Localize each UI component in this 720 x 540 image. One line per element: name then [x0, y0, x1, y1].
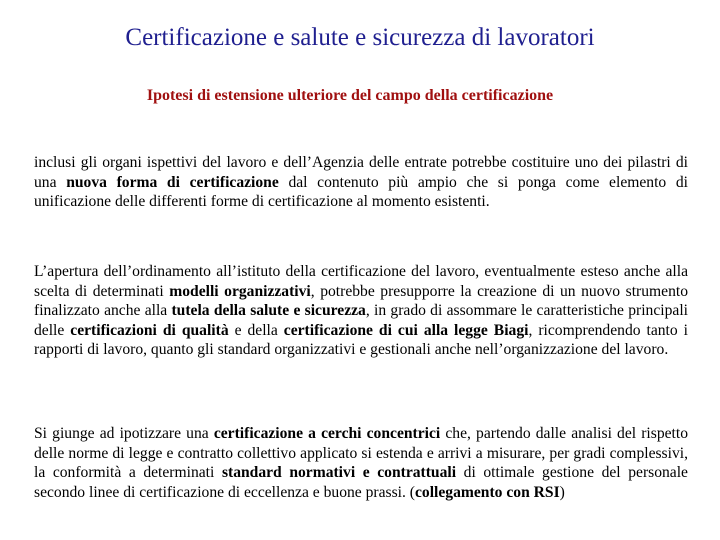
- paragraph-text: L’apertura dell’ordinamento all’istituto della certificazione del lavoro, eventualmente esteso anche alla scelta di determinati: [34, 263, 688, 300]
- paragraph-text: inclusi gli organi ispettivi del lavoro e dell’Agenzia delle entrate potrebbe costituire uno dei pilastri di una: [34, 154, 688, 191]
- paragraph-text: Si giunge ad ipotizzare una: [34, 425, 214, 442]
- slide-title: Certificazione e salute e sicurezza di lavoratori: [125, 24, 595, 51]
- paragraph-emphasis: standard normativi e contrattuali: [221, 464, 457, 482]
- paragraph-text: e della: [228, 321, 284, 339]
- paragraph-text: , ricomprendendo tanto i rapporti di lavoro, quanto gli standard organizzativi e gestionali anche nell’organizzazione del lavoro.: [34, 321, 688, 359]
- paragraph-text: , in grado di assommare le caratteristiche principali delle: [34, 302, 688, 339]
- paragraph-emphasis: certificazioni di qualità: [70, 321, 229, 339]
- paragraph-emphasis: nuova forma di certificazione: [66, 173, 279, 191]
- paragraph-emphasis: certificazione di cui alla legge Biagi: [283, 321, 529, 339]
- paragraph-text: che, partendo dalle analisi del rispetto delle norme di legge e contratto collettivo applicato si estenda e arrivi a misurare, per gradi complessivi, la conformità a determinati: [34, 425, 689, 482]
- paragraph-emphasis: tutela della salute e sicurezza: [171, 302, 366, 320]
- paragraph-inclusi: [34, 153, 688, 212]
- paragraph-text: dal contenuto più ampio che si ponga come elemento di unificazione delle differenti forme di certificazione al momento esistenti.: [34, 173, 688, 211]
- paragraph-emphasis: certificazione a cerchi concentrici: [213, 425, 441, 442]
- paragraph-text: ): [559, 483, 565, 501]
- paragraph-emphasis: collegamento con RSI: [415, 483, 560, 501]
- paragraph-text: di ottimale gestione del personale secondo linee di certificazione di eccellenza e buone prassi. (: [34, 464, 688, 501]
- slide-subtitle: Ipotesi di estensione ulteriore del campo della certificazione: [146, 87, 554, 104]
- paragraph-text: , potrebbe presupporre la creazione di un nuovo strumento finalizzato anche alla: [34, 282, 688, 320]
- paragraph-cerchi-concentrici: [34, 424, 688, 502]
- paragraph-apertura: [34, 262, 688, 360]
- paragraph-emphasis: modelli organizzativi: [169, 282, 311, 300]
